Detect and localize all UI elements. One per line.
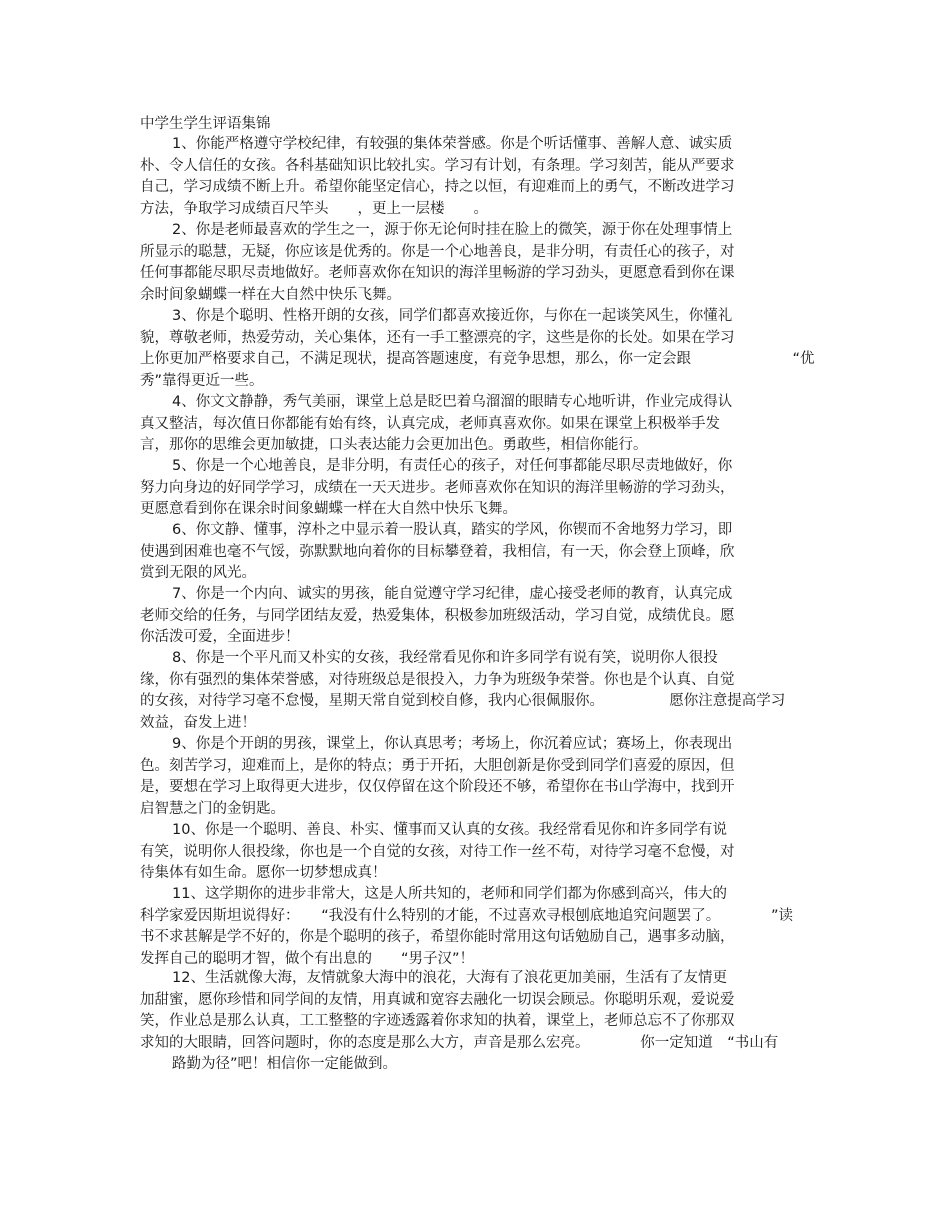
paragraph-line: 路勤为径”吧！相信你一定能做到。: [172, 1056, 398, 1072]
paragraph-line: 所显示的聪慧，无疑，你应该是优秀的。你是一个心地善良，是非分明，有责任心的孩子，对: [140, 243, 735, 260]
paragraph-line: 使遇到困难也毫不气馁，弥默默地向着你的目标攀登着，我相信，有一天，你会登上顶峰，欣: [140, 543, 735, 560]
paragraph-line: 自己，学习成绩不断上升。希望你能坚定信心，持之以恒，有迎难而上的勇气，不断改进学习: [140, 179, 735, 195]
paragraph-line: 11、这学期你的进步非常大，这是人所共知的，老师和同学们都为你感到高兴，伟大的: [172, 886, 727, 902]
paragraph-line: 启智慧之门的金钥匙。: [140, 800, 285, 817]
paragraph-line: 真又整洁，每次值日你都能有始有终，认真完成，老师真喜欢你。如果在课堂上积极举手发: [140, 415, 720, 432]
paragraph-line: 秀”靠得更近一些。: [140, 372, 264, 389]
paragraph-line: 效益，奋发上进！: [140, 714, 256, 731]
paragraph-line: 上你更加严格要求自己，不满足现状，提高答题速度，有竞争思想，那么，你一定会跟 “优: [140, 351, 815, 367]
paragraph-line: 方法，争取学习成绩百尺竿头 ，更上一层楼 。: [140, 200, 488, 217]
paragraph-line: 貌，尊敬老师，热爱劳动，关心集体，还有一手工整漂亮的字，这些是你的长处。如果在学习: [140, 329, 735, 346]
paragraph-line: 10、你是一个聪明、善良、朴实、懂事而又认真的女孩。我经常看见你和许多同学有说: [172, 822, 727, 838]
paragraph-line: 有笑，说明你人很投缘，你也是一个自觉的女孩，对待工作一丝不苟，对待学习毫不怠慢，对: [140, 843, 735, 860]
paragraph-line: 科学家爱因斯坦说得好： “我没有什么特别的才能，不过喜欢寻根刨底地追究问题罢了。 ”读: [140, 907, 794, 924]
paragraph-line: 你活泼可爱，全面进步！: [140, 629, 300, 645]
paragraph-line: 2、你是老师最喜欢的学生之一，源于你无论何时挂在脸上的微笑，源于你在处理事情上: [172, 222, 733, 238]
paragraph-line: 努力向身边的好同学学习，成绩在一天天进步。老师喜欢你在知识的海洋里畅游的学习劲头，: [140, 479, 735, 496]
paragraph-line: 余时间象蝴蝶一样在大自然中快乐飞舞。: [140, 286, 401, 303]
paragraph-line: 加甜蜜，愿你珍惜和同学间的友情，用真诚和宽容去融化一切误会顾忌。你聪明乐观，爱说爱: [140, 991, 735, 1008]
paragraph-line: 言，那你的思维会更加敏捷，口头表达能力会更加出色。勇敢些，相信你能行。: [140, 437, 648, 453]
paragraph-line: 9、你是个开朗的男孩，课堂上，你认真思考；考场上，你沉着应试；赛场上，你表现出: [172, 736, 733, 752]
paragraph-line: 的女孩，对待学习毫不怠慢，星期天常自觉到校自修，我内心很佩服你。 愿你注意提高学习: [140, 693, 786, 709]
paragraph-line: 发挥自己的聪明才智，做个有出息的 “男子汉”！: [140, 950, 475, 967]
paragraph-line: 8、你是一个平凡而又朴实的女孩，我经常看见你和许多同学有说有笑，说明你人很投: [172, 650, 718, 666]
paragraph-line: 12、生活就像大海，友情就象大海中的浪花，大海有了浪花更加美丽，生活有了友情更: [172, 970, 727, 986]
paragraph-line: 待集体有如生命。愿你一切梦想成真！: [140, 865, 387, 881]
paragraph-line: 6、你文静、懂事，淳朴之中显示着一股认真，踏实的学风，你锲而不舍地努力学习，即: [172, 522, 733, 538]
paragraph-line: 1、你能严格遵守学校纪律，有较强的集体荣誉感。你是个听话懂事、善解人意、诚实质: [172, 136, 733, 152]
paragraph-line: 笑，作业总是那么认真，工工整整的字迹透露着你求知的执着，课堂上，老师总忘不了你那双: [140, 1013, 735, 1029]
paragraph-line: 任何事都能尽职尽责地做好。老师喜欢你在知识的海洋里畅游的学习劲头，更愿意看到你在课: [140, 265, 735, 281]
paragraph-line: 朴、令人信任的女孩。各科基础知识比较扎实。学习有计划，有条理。学习刻苦，能从严要求: [140, 157, 735, 174]
paragraph-line: 色。刻苦学习，迎难而上，是你的特点；勇于开拓，大胆创新是你受到同学们喜爱的原因，但: [140, 757, 735, 774]
paragraph-line: 4、你文文静静，秀气美丽，课堂上总是眨巴着乌溜溜的眼睛专心地听讲，作业完成得认: [172, 394, 733, 410]
paragraph-line: 缘，你有强烈的集体荣誉感，对待班级总是很投入，力争为班级争荣誉。你也是个认真、自觉: [140, 671, 735, 688]
paragraph-line: 7、你是一个内向、诚实的男孩，能自觉遵守学习纪律，虚心接受老师的教育，认真完成: [172, 586, 733, 602]
paragraph-line: 赏到无限的风光。: [140, 565, 256, 581]
paragraph-line: 老师交给的任务，与同学团结友爱，热爱集体，积极参加班级活动，学习自觉，成绩优良。愿: [140, 607, 735, 624]
document-title: 中学生学生评语集锦: [140, 116, 271, 132]
paragraph-line: 是，要想在学习上取得更大进步，仅仅停留在这个阶段还不够，希望你在书山学海中，找到开: [140, 779, 735, 795]
paragraph-line: 更愿意看到你在课余时间象蝴蝶一样在大自然中快乐飞舞。: [140, 501, 517, 517]
paragraph-line: 求知的大眼睛，回答问题时，你的态度是那么大方，声音是那么宏亮。 你一定知道 “书山有: [140, 1034, 779, 1051]
paragraph-line: 5、你是一个心地善良，是非分明，有责任心的孩子，对任何事都能尽职尽责地做好，你: [172, 458, 733, 474]
paragraph-line: 3、你是个聪明、性格开朗的女孩，同学们都喜欢接近你，与你在一起谈笑风生，你懂礼: [172, 308, 733, 324]
paragraph-line: 书不求甚解是学不好的，你是个聪明的孩子，希望你能时常用这句话勉励自己，遇事多动脑，: [140, 929, 735, 945]
